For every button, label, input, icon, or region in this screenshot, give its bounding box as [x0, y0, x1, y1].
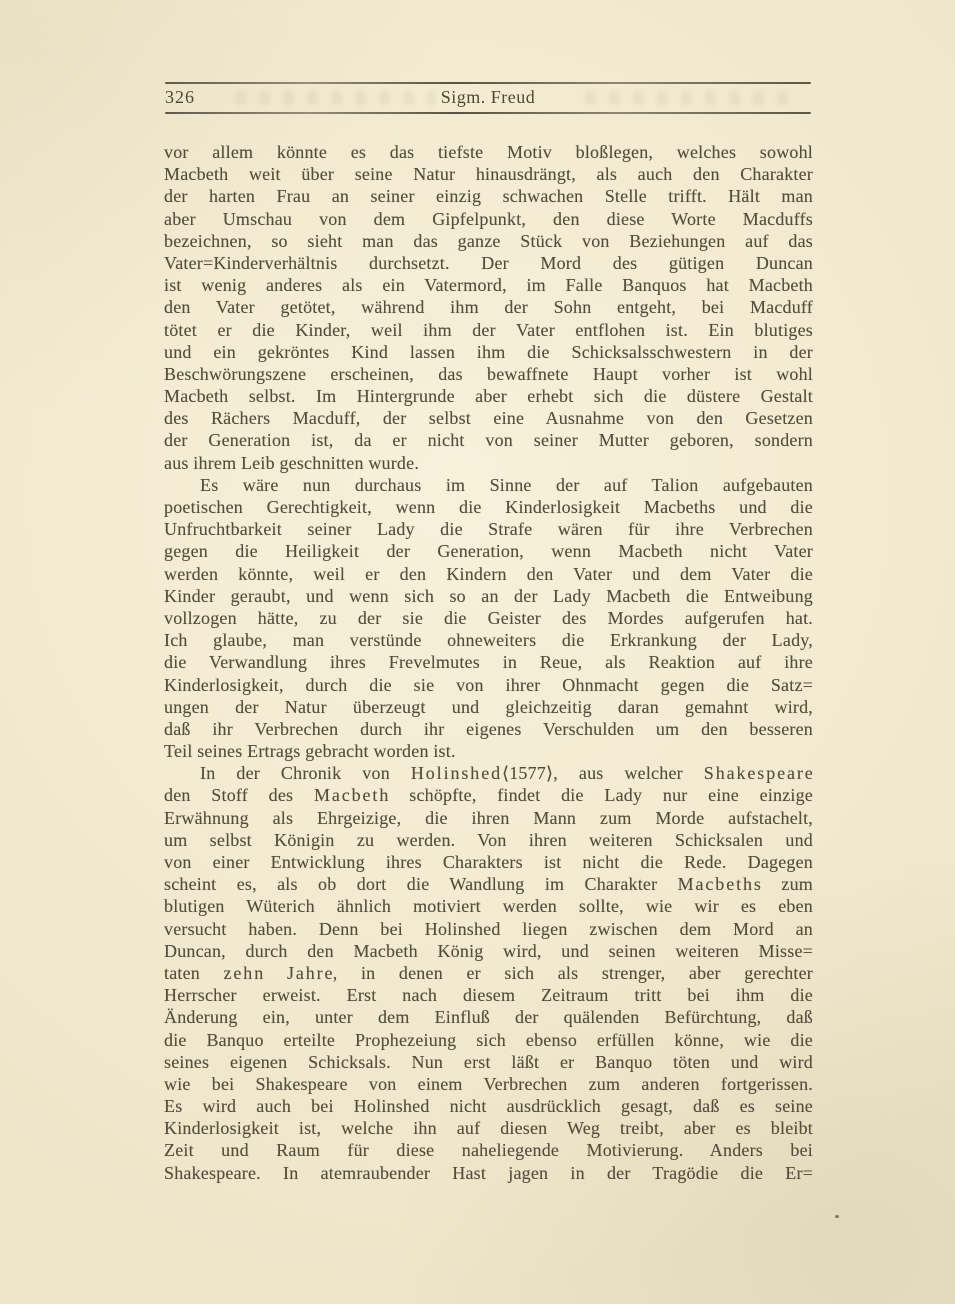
text-line: wie bei Shakespeare von einem Verbrechen zum anderen fortgerissen.	[164, 1073, 813, 1094]
text-line: und ein gekröntes Kind lassen ihm die Schicksalsschwestern in der	[164, 341, 813, 362]
text-line: Macbeth selbst. Im Hintergrunde aber erhebt sich die düstere Gestalt	[164, 386, 813, 407]
text-line: aus ihrem Leib geschnitten wurde.	[164, 452, 420, 473]
text-line: Kinderlosigkeit ist, welche ihn auf diesen Weg treibt, aber es bleibt	[164, 1118, 813, 1139]
text-line: Teil seines Ertrags gebracht worden ist.	[164, 741, 456, 762]
text-line: blutigen Wüterich ähnlich motiviert werden sollte, wie wir es eben	[164, 896, 813, 917]
text-line: Kinder geraubt, und wenn sich so an der Lady Macbeth die Entweibung	[164, 585, 813, 606]
text-line: die Banquo erteilte Prophezeiung sich ebenso erfüllen könne, wie die	[164, 1029, 813, 1050]
text-line: der Generation ist, da er nicht von seiner Mutter geboren, sondern	[164, 430, 813, 451]
text-line: von einer Entwicklung ihres Charakters ist nicht die Rede. Dagegen	[164, 852, 813, 872]
text-line: den Stoff des M a c b e t h schöpfte, findet die Lady nur eine einzige	[164, 785, 813, 806]
text-line: der harten Frau an seiner einzig schwachen Stelle trifft. Hält man	[164, 186, 813, 207]
text-line: Shakespeare. In atemraubender Hast jagen in der Tragödie die Er=	[164, 1162, 813, 1183]
header-rule-bottom	[165, 112, 811, 114]
text-line: vor allem könnte es das tiefste Motiv bloßlegen, welches sowohl	[164, 142, 813, 162]
text-line: tötet er die Kinder, weil ihm der Vater entflohen ist. Ein blutiges	[164, 319, 813, 340]
text-line: des Rächers Macduff, der selbst eine Ausnahme von den Gesetzen	[164, 408, 813, 429]
text-line: ist wenig anderes als ein Vatermord, im Falle Banquos hat Macbeth	[164, 275, 813, 296]
text-line: Es wäre nun durchaus im Sinne der auf Talion aufgebauten	[200, 474, 813, 495]
text-line: Änderung ein, unter dem Einfluß der quälenden Befürchtung, daß	[164, 1007, 813, 1028]
page-number: 326	[165, 87, 195, 107]
text-line: scheint es, als ob dort die Wandlung im Charakter M a c b e t h s zum	[164, 874, 813, 895]
text-line: Zeit und Raum für diese naheliegende Motivierung. Anders bei	[164, 1140, 813, 1161]
ink-speck	[835, 1215, 839, 1218]
text-line: Kinderlosigkeit, durch die sie von ihrer Ohnmacht gegen die Satz=	[164, 674, 813, 695]
text-line: Es wird auch bei Holinshed nicht ausdrücklich gesagt, daß es seine	[164, 1096, 813, 1117]
text-line: Vater=Kinderverhältnis durchsetzt. Der Mord des gütigen Duncan	[164, 252, 813, 273]
text-line: Herrscher erweist. Erst nach diesem Zeitraum tritt bei ihm die	[164, 985, 813, 1006]
text-line: taten z e h n J a h r e, in denen er sich als strenger, aber gerechter	[164, 962, 813, 983]
text-line: Beschwörungszene erscheinen, das bewaffnete Haupt vorher ist wohl	[164, 363, 813, 384]
text-line: aber Umschau von dem Gipfelpunkt, den diese Worte Macduffs	[164, 208, 813, 229]
text-line: Duncan, durch den Macbeth König wird, und seinen weiteren Misse=	[164, 940, 813, 961]
text-line: den Vater getötet, während ihm der Sohn entgeht, bei Macduff	[164, 297, 813, 318]
text-line: In der Chronik von H o l i n s h e d ⟨1577⟩, aus welcher S h a k e s p e a r e	[200, 763, 813, 784]
text-line: Macbeth weit über seine Natur hinausdrängt, als auch den Charakter	[164, 164, 813, 185]
text-line: ungen der Natur überzeugt und gleichzeitig daran gemahnt wird,	[164, 696, 813, 717]
text-line: poetischen Gerechtigkeit, wenn die Kinderlosigkeit Macbeths und die	[164, 497, 813, 517]
paragraph	[164, 474, 813, 762]
text-line: werden könnte, weil er den Kindern den Vater und dem Vater die	[164, 563, 813, 584]
paragraph	[164, 762, 813, 1184]
body-text	[164, 141, 813, 1184]
text-line: bezeichnen, so sieht man das ganze Stück von Beziehungen auf das	[164, 230, 813, 251]
text-line: um selbst Königin zu werden. Von ihren weiteren Schicksalen und	[164, 829, 813, 850]
text-line: seines eigenen Schicksals. Nun erst läßt er Banquo töten und wird	[164, 1051, 813, 1072]
text-line: die Verwandlung ihres Frevelmutes in Reue, als Reaktion auf ihre	[164, 652, 813, 673]
text-line: gegen die Heiligkeit der Generation, wenn Macbeth nicht Vater	[164, 541, 813, 562]
text-line: Ich glaube, man verstünde ohneweiters die Erkrankung der Lady,	[164, 630, 813, 651]
paragraph	[164, 141, 813, 474]
text-line: versucht haben. Denn bei Holinshed liegen zwischen dem Mord an	[164, 918, 813, 939]
text-line: daß ihr Verbrechen durch ihr eigenes Verschulden um den besseren	[164, 718, 813, 739]
header-rule-top	[165, 82, 811, 84]
text-line: vollzogen hätte, zu der sie die Geister des Mordes aufgerufen hat.	[164, 607, 813, 628]
running-head: Sigm. Freud	[440, 87, 536, 107]
text-line: Unfruchtbarkeit seiner Lady die Strafe wären für ihre Verbrechen	[164, 519, 813, 540]
text-line: Erwähnung als Ehrgeizige, die ihren Mann zum Morde aufstachelt,	[164, 807, 813, 828]
